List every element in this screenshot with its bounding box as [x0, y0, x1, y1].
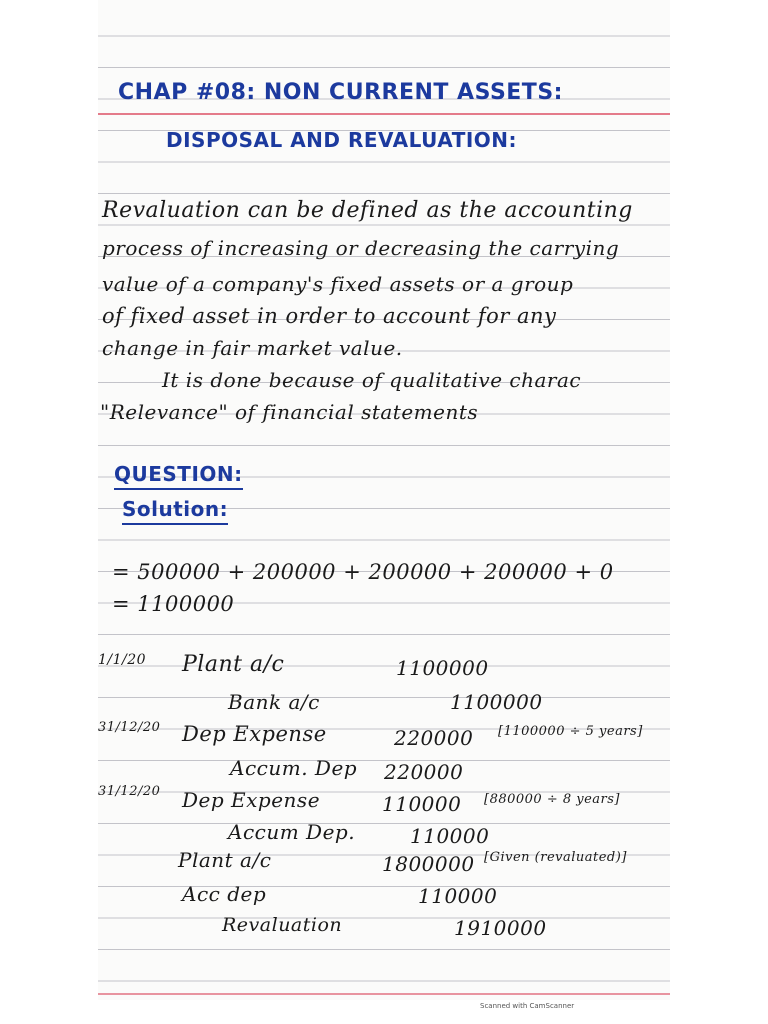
journal-account: Accum Dep. — [228, 820, 356, 844]
journal-date: 31/12/20 — [98, 784, 161, 799]
definition-line-5: change in fair market value. — [102, 336, 403, 360]
journal-amount: 110000 — [410, 824, 490, 848]
journal-amount: 1800000 — [382, 852, 475, 876]
chapter-subheading: DISPOSAL AND REVALUATION: — [166, 128, 518, 152]
journal-account: Dep Expense — [182, 788, 321, 812]
journal-note: [1100000 ÷ 5 years] — [498, 724, 643, 739]
journal-amount: 220000 — [384, 760, 464, 784]
journal-amount: 1100000 — [450, 690, 543, 714]
journal-amount: 220000 — [394, 726, 474, 750]
question-label: QUESTION: — [114, 462, 243, 486]
definition-line-4: of fixed asset in order to account for any — [102, 304, 557, 328]
journal-note: [880000 ÷ 8 years] — [484, 792, 621, 807]
journal-account: Bank a/c — [228, 690, 320, 714]
journal-amount: 110000 — [418, 884, 498, 908]
notebook-page — [98, 0, 670, 1000]
definition-line-2: process of increasing or decreasing the carrying — [102, 236, 620, 260]
chapter-heading: CHAP #08: NON CURRENT ASSETS: — [118, 80, 563, 105]
journal-account: Accum. Dep — [230, 756, 358, 780]
journal-account: Plant a/c — [178, 848, 272, 872]
scanner-watermark: Scanned with CamScanner — [480, 1002, 575, 1010]
bottom-margin-line — [98, 993, 670, 995]
definition-line-7: "Relevance" of financial statements — [100, 400, 479, 424]
journal-account: Plant a/c — [182, 652, 285, 677]
journal-date: 31/12/20 — [98, 720, 161, 735]
journal-account: Revaluation — [222, 914, 343, 936]
journal-date: 1/1/20 — [98, 652, 147, 668]
journal-note: [Given (revaluated)] — [484, 850, 627, 865]
definition-line-3: value of a company's fixed assets or a group — [102, 272, 574, 296]
calculation-line-2: = 1100000 — [112, 592, 235, 616]
journal-amount: 110000 — [382, 792, 462, 816]
calculation-line-1: = 500000 + 200000 + 200000 + 200000 + 0 — [112, 560, 614, 584]
solution-label: Solution: — [122, 497, 229, 521]
definition-line-1: Revaluation can be defined as the accounting — [102, 198, 633, 223]
journal-account: Dep Expense — [182, 722, 327, 746]
top-margin-line — [98, 113, 670, 115]
journal-amount: 1910000 — [454, 916, 547, 940]
journal-amount: 1100000 — [396, 656, 489, 680]
definition-line-6: It is done because of qualitative charac — [162, 368, 582, 392]
journal-account: Acc dep — [182, 882, 267, 906]
